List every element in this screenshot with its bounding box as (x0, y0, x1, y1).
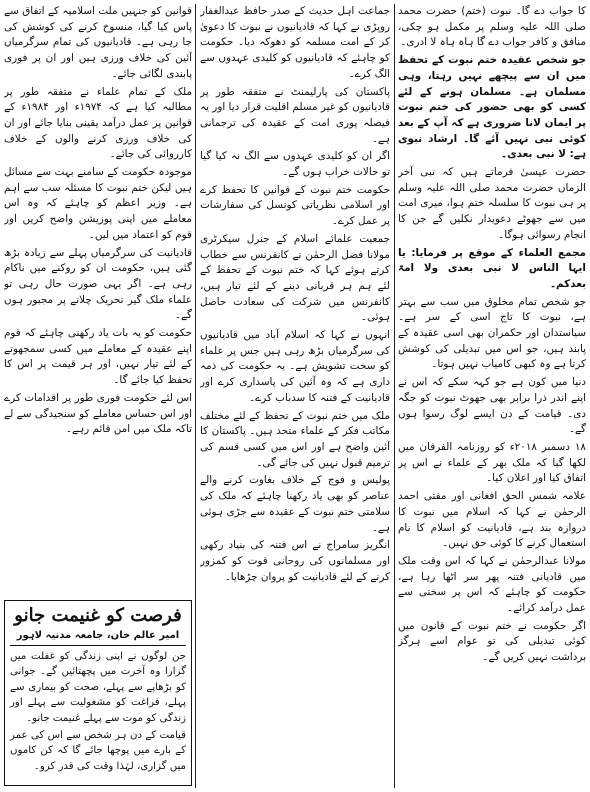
paragraph: قیامت کے دن ہر شخص سے اس کی عمر کے بارے میں پوچھا جائے گا کہ کن کاموں میں گزاری، لہٰذا وقت کی قدر کرو۔ (10, 730, 186, 772)
paragraph: مولانا عبدالرحمٰن نے کہا کہ اس وقت ملک میں قادیانی فتنہ پھر سر اٹھا رہا ہے، حکومت کو چاہئے کہ اس پر سختی سے عمل درآمد کرائے۔ (398, 554, 586, 615)
paragraph: انگریز سامراج نے اس فتنہ کی بنیاد رکھی اور مسلمانوں کی روحانی قوت کو کمزور کرنے کے لئے قادیانیت کو پروان چڑھایا۔ (200, 539, 390, 583)
article-column-middle (200, 4, 390, 788)
paragraph: مجمع العلماء کے موقع پر فرمایا: یا ایہا الناس لا نبی بعدی ولا امۃ بعدکم۔ (398, 246, 586, 290)
paragraph: حضرت عیسیٰ فرماتے ہیں کہ نبی آخر الزماں حضرت محمد صلی اللہ علیہ وسلم پر ہی نبوت کا سلسلہ ختم ہوا، میری امت میں سے جھوٹے دعویدار نکلیں گے جن کا انجام رسوائی ہوگا۔ (398, 166, 586, 241)
paragraph: کا جواب دے گا۔ نبوت (ختم) حضرت محمد صلی اللہ علیہ وسلم پر مکمل ہو چکی، منافق و کافر جواب دے گا ہاہ ہاہ لا ادری۔ (398, 5, 586, 49)
paragraph: جن لوگوں نے اپنی زندگی کو غفلت میں گزارا وہ آخرت میں پچھتائیں گے۔ جوانی کو بڑھاپے سے پہلے، صحت کو بیماری سے پہلے، فراغت کو مشغولیت سے پہلے اور زندگی کو موت سے پہلے غنیمت جانو۔ (10, 651, 186, 724)
paragraph: پاکستان کی پارلیمنٹ نے متفقہ طور پر قادیانیوں کو غیر مسلم اقلیت قرار دیا اور یہ فیصلہ پوری امت کے عقیدہ کی ترجمانی ہے۔ (200, 85, 390, 145)
paragraph: قوانین کو جنہیں ملت اسلامیہ کے اتفاق سے پاس کیا گیا، منسوخ کرنے کی کوشش کی جا رہی ہے۔ قادیانیوں کی تمام سرگرمیاں آئین کی خلاف ورزی ہیں اور ان پر فوری پابندی لگائی جائے۔ (4, 5, 192, 80)
paragraph: موجودہ حکومت کے سامنے بہت سے مسائل ہیں لیکن ختم نبوت کا مسئلہ سب سے اہم ہے۔ وزیر اعظم کو چاہئے کہ وہ اس معاملے میں اپنی پوزیشن واضح کریں اور قوم کو اعتماد میں لیں۔ (4, 166, 192, 241)
column-divider (394, 4, 395, 788)
paragraph: حکومت ختم نبوت کے قوانین کا تحفظ کرے اور اسلامی نظریاتی کونسل کی سفارشات پر عمل کرے۔ (200, 183, 390, 228)
paragraph: جماعت اہل حدیث کے صدر حافظ عبدالغفار روپڑی نے کہا کہ قادیانیوں نے نبوت کا دعویٰ کر کے امت مسلمہ کو دھوکہ دیا۔ حکومت کو چاہئے کہ قادیانیوں کو کلیدی عہدوں سے الگ کرے۔ (200, 5, 390, 80)
paragraph: اس لئے حکومت فوری طور پر اقدامات کرے اور اس حساس معاملے کو سنجیدگی سے لے تاکہ ملک میں امن قائم رہے۔ (4, 391, 192, 436)
paragraph: جو شخص تمام مخلوق میں سب سے بہتر ہے، نبوت کا تاج اسی کے سر ہے۔ سیاستدان اور حکمران بھی اسی عقیدہ کے پابند ہیں، جو اس میں تبدیلی کی کوشش کرتا ہے وہ کبھی کامیاب نہیں ہوتا۔ (398, 295, 586, 371)
paragraph: علامہ شمس الحق افغانی اور مفتی احمد الرحمٰن نے کہا کہ اسلام میں نبوت کا دروازہ بند ہے، قادیانیت کو اسلام کا نام استعمال کرنے کا کوئی حق نہیں۔ (398, 490, 586, 550)
paragraph: دنیا میں کون ہے جو کہہ سکے کہ اس نے اپنے اندر ذرا برابر بھی جھوٹ نبوت کو جگہ دی۔ قیامت کے دن ایسے لوگ رسوا ہوں گے۔ (398, 376, 586, 436)
paragraph: حکومت کو یہ بات یاد رکھنی چاہئے کہ قوم اپنے عقیدہ کے معاملے میں کسی سمجھوتے کے لئے تیار نہیں، اور ہر قیمت پر اس کا تحفظ کیا جائے گا۔ (4, 327, 192, 387)
paragraph: پولیس و فوج کے خلاف بغاوت کرنے والے عناصر کو بھی یاد رکھنا چاہئے کہ ملک کی سلامتی ختم نبوت کے عقیدہ سے جڑی ہوئی ہے۔ (200, 474, 390, 534)
boxed-article-byline: امیر عالم خان، جامعہ مدنیہ لاہور (10, 629, 186, 646)
paragraph: ۱۸ دسمبر ۲۰۱۸ء کو روزنامہ الفرقان میں لکھا گیا کہ ملک بھر کے علماء نے اس پر اتفاق کیا اور اعلان کیا۔ (398, 440, 586, 485)
column-divider (195, 4, 196, 788)
article-column-right (398, 4, 586, 788)
paragraph: ملک کے تمام علماء نے متفقہ طور پر مطالبہ کیا ہے کہ ۱۹۷۴ء اور ۱۹۸۴ء کے قوانین پر عمل درآمد یقینی بنایا جائے اور ان کی خلاف ورزی کرنے والوں کے خلاف کارروائی کی جائے۔ (4, 85, 192, 161)
article-column-left (4, 4, 192, 594)
paragraph: اگر حکومت نے ختم نبوت کے قانون میں کوئی تبدیلی کی تو عوام اسے ہرگز برداشت نہیں کریں گے۔ (398, 619, 586, 664)
boxed-article-title: فرصت کو غنیمت جانو (14, 605, 182, 626)
paragraph: جمعیت علمائے اسلام کے جنرل سیکرٹری مولانا فضل الرحمٰن نے کانفرنس سے خطاب کرتے ہوئے کہا کہ ختم نبوت کے تحفظ کے لئے ہم ہر قربانی دینے کے لئے تیار ہیں، کانفرنس میں شرکت کی سعادت حاصل ہوئی۔ (200, 232, 390, 324)
paragraph: قادیانیت کی سرگرمیاں پہلے سے زیادہ بڑھ گئی ہیں، حکومت ان کو روکنے میں ناکام رہی ہے۔ اگر یہی صورت حال رہی تو علماء ملک گیر تحریک چلانے پر مجبور ہوں گے۔ (4, 246, 192, 322)
paragraph: اگر ان کو کلیدی عہدوں سے الگ نہ کیا گیا تو حالات خراب ہوں گے۔ (200, 150, 390, 179)
boxed-article (4, 600, 192, 786)
paragraph: جو شخص عقیدہ ختم نبوت کے تحفظ میں ان سے پیچھے نہیں رہتا، وہی مسلمان ہے۔ مسلمان ہونے کے لئے کسی کو بھی حضور کی ختم نبوت پر ایمان لانا ضروری ہے کہ آپ کے بعد کوئی نبی نہیں آئے گا۔ ارشاد نبوی ہے: لا نبی بعدی۔ (398, 54, 586, 161)
paragraph: ملک میں ختم نبوت کے تحفظ کے لئے مختلف مکاتب فکر کے علماء متحد ہیں۔ پاکستان کا آئین واضح ہے اور اس میں کسی قسم کی ترمیم قبول نہیں کی جائے گی۔ (200, 409, 390, 469)
paragraph: انہوں نے کہا کہ اسلام آباد میں قادیانیوں کی سرگرمیاں بڑھ رہی ہیں جس پر علماء کو سخت تشویش ہے۔ یہ حکومت کی ذمہ داری ہے کہ وہ آئین کی پاسداری کرے اور قادیانیت کے فتنہ کا سدباب کرے۔ (200, 329, 390, 404)
